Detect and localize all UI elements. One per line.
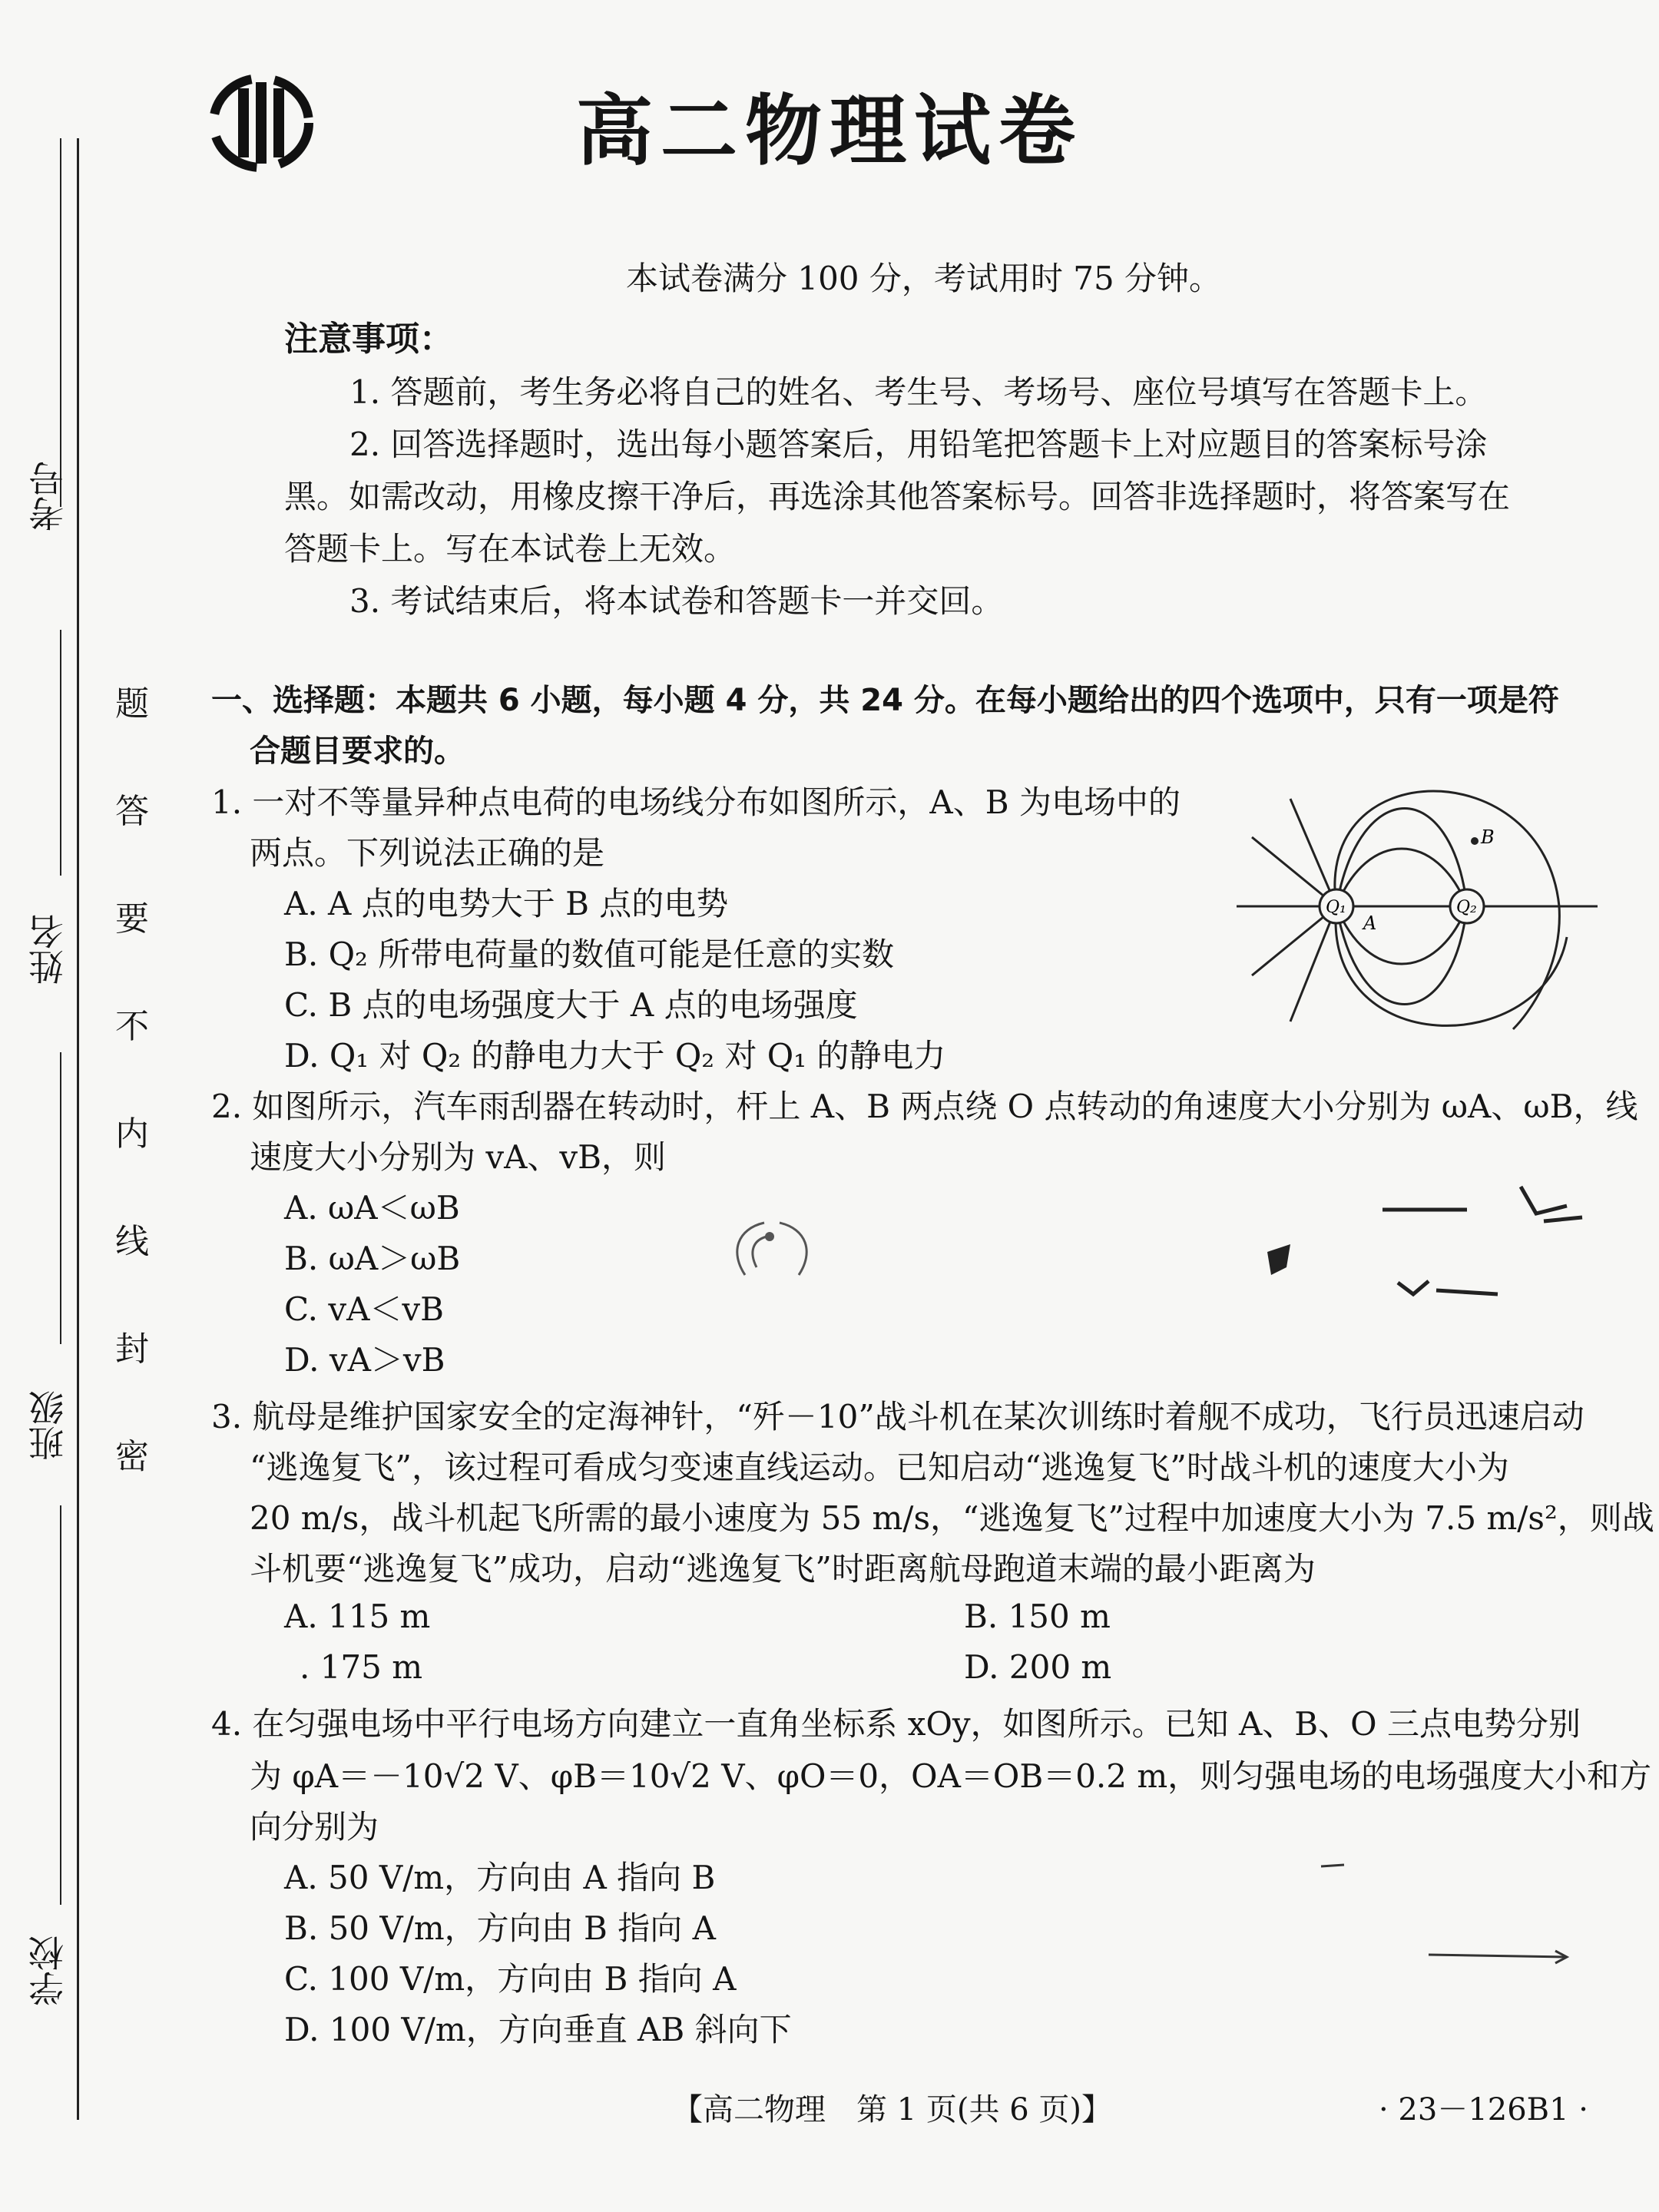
- notice-heading: 注意事项：: [284, 320, 453, 359]
- field-line-kaohao: [60, 138, 61, 507]
- q1-option-d[interactable]: D. Q₁ 对 Q₂ 的静电力大于 Q₂ 对 Q₁ 的静电力: [284, 1037, 946, 1075]
- seal-char: 密: [115, 1437, 149, 1476]
- q2-option-d[interactable]: D. vA＞vB: [284, 1341, 445, 1379]
- seal-char: 要: [115, 899, 149, 939]
- seal-char: 内: [115, 1114, 149, 1154]
- q4-stem-cont: 向分别为: [250, 1808, 379, 1846]
- q3-option-a[interactable]: A. 115 m: [284, 1598, 431, 1635]
- q4-option-a[interactable]: A. 50 V/m，方向由 A 指向 B: [284, 1859, 716, 1896]
- q3-stem-cont: 斗机要“逃逸复飞”成功，启动“逃逸复飞”时距离航母跑道末端的最小距离为: [250, 1550, 1316, 1588]
- q3-stem: 3. 航母是维护国家安全的定海神针，“歼－10”战斗机在某次训练时着舰不成功，飞行员迅速启动: [211, 1398, 1584, 1435]
- exam-intro: 本试卷满分 100 分，考试用时 75 分钟。: [626, 260, 1222, 297]
- seal-char: 线: [115, 1222, 149, 1261]
- q2-option-b[interactable]: B. ωA＞ωB: [284, 1240, 461, 1277]
- field-label-xuexiao: 学校: [28, 1936, 69, 2006]
- q1-option-b[interactable]: B. Q₂ 所带电荷量的数值可能是任意的实数: [284, 935, 895, 973]
- seal-char: 封: [115, 1330, 149, 1369]
- q1-stem: 1. 一对不等量异种点电荷的电场线分布如图所示，A、B 为电场中的: [211, 783, 1181, 821]
- notice-line: 3. 考试结束后，将本试卷和答题卡一并交回。: [349, 582, 1004, 620]
- q3-option-c[interactable]: . 175 m: [300, 1648, 423, 1686]
- notice-line: 黑。如需改动，用橡皮擦干净后，再选涂其他答案标号。回答非选择题时，将答案写在: [284, 478, 1511, 515]
- q3-stem-cont: “逃逸复飞”，该过程可看成匀变速直线运动。已知启动“逃逸复飞”时战斗机的速度大小为: [250, 1449, 1509, 1486]
- field-line-xingming: [60, 630, 61, 876]
- page-title: 高二物理试卷: [576, 86, 1083, 176]
- q1-label-q1: Q₁: [1326, 898, 1346, 917]
- q1-label-b: B: [1481, 826, 1495, 848]
- q2-option-a[interactable]: A. ωA＜ωB: [284, 1189, 460, 1227]
- page-footer: 【高二物理 第 1 页(共 6 页)】: [672, 2092, 1112, 2128]
- field-line-xuexiao: [60, 1505, 61, 1905]
- exam-code: · 23－126B1 ·: [1379, 2092, 1588, 2128]
- q1-field-line-figure: [1221, 783, 1605, 1037]
- q2-stem: 2. 如图所示，汽车雨刮器在转动时，杆上 A、B 两点绕 O 点转动的角速度大小分别为 ωA、ωB，线: [211, 1088, 1638, 1125]
- notice-line: 答题卡上。写在本试卷上无效。: [284, 530, 737, 568]
- q4-option-c[interactable]: C. 100 V/m，方向由 B 指向 A: [284, 1960, 737, 1998]
- q1-option-a[interactable]: A. A 点的电势大于 B 点的电势: [284, 885, 729, 922]
- seal-char: 不: [115, 1007, 149, 1046]
- q4-option-b[interactable]: B. 50 V/m，方向由 B 指向 A: [284, 1909, 716, 1947]
- q1-option-c[interactable]: C. B 点的电场强度大于 A 点的电场强度: [284, 986, 858, 1024]
- q4-stem-cont: 为 φA＝－10√2 V、φB＝10√2 V、φO＝0，OA＝OB＝0.2 m，则匀强电场的电场强度大小和方: [250, 1757, 1652, 1795]
- field-label-banji: 班级: [28, 1390, 69, 1461]
- field-line-banji: [60, 1052, 61, 1344]
- notice-line: 2. 回答选择题时，选出每小题答案后，用铅笔把答题卡上对应题目的答案标号涂: [349, 426, 1488, 463]
- q1-label-a: A: [1363, 912, 1377, 934]
- seal-char: 答: [115, 792, 149, 831]
- binding-line: [77, 138, 79, 2120]
- q3-stem-cont: 20 m/s，战斗机起飞所需的最小速度为 55 m/s，“逃逸复飞”过程中加速度大小为 7.5 m/s²，则战: [250, 1499, 1654, 1537]
- q2-option-c[interactable]: C. vA＜vB: [284, 1290, 444, 1328]
- q2-stem-cont: 速度大小分别为 vA、vB，则: [250, 1138, 667, 1176]
- field-label-xingming: 姓名: [28, 914, 69, 985]
- q4-figure-fragments: [1260, 1843, 1598, 1997]
- q3-option-d[interactable]: D. 200 m: [964, 1648, 1112, 1686]
- q4-option-d[interactable]: D. 100 V/m，方向垂直 AB 斜向下: [284, 2011, 792, 2048]
- section-heading-cont: 合题目要求的。: [250, 733, 465, 769]
- q2-figure-fragments: [1244, 1152, 1598, 1329]
- section-heading: 一、选择题：本题共 6 小题，每小题 4 分，共 24 分。在每小题给出的四个选项中，只有一项是符: [211, 683, 1559, 718]
- q2-wiper-figure-faint: [722, 1214, 822, 1298]
- q4-stem: 4. 在匀强电场中平行电场方向建立一直角坐标系 xOy，如图所示。已知 A、B、O 三点电势分别: [211, 1705, 1581, 1743]
- q3-option-b[interactable]: B. 150 m: [964, 1598, 1111, 1635]
- notice-line: 1. 答题前，考生务必将自己的姓名、考生号、考场号、座位号填写在答题卡上。: [349, 373, 1488, 411]
- seal-char: 题: [115, 684, 149, 724]
- q1-stem-cont: 两点。下列说法正确的是: [250, 834, 605, 872]
- field-label-kaohao: 考号: [28, 461, 69, 531]
- q1-label-q2: Q₂: [1456, 898, 1477, 917]
